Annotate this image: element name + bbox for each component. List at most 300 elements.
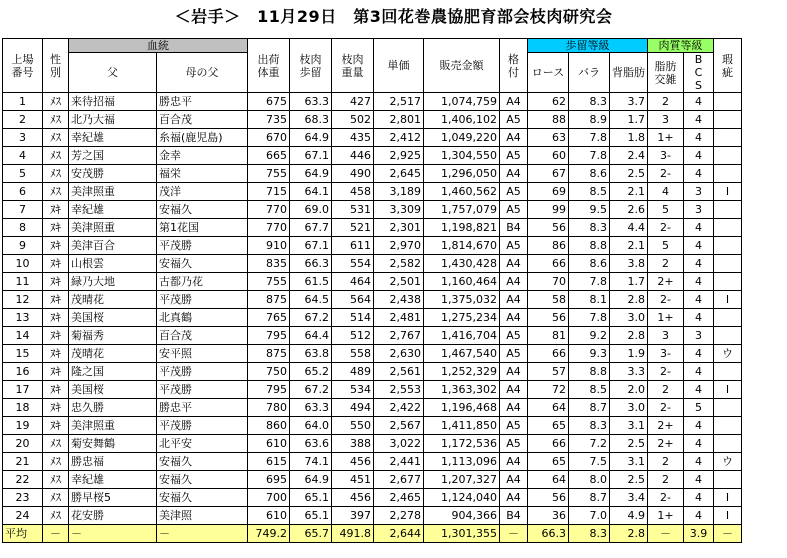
cell-sales: 1,113,096 bbox=[424, 453, 500, 471]
cell-ship-weight: 665 bbox=[248, 147, 290, 165]
cell-unit-price: 2,465 bbox=[374, 489, 424, 507]
cell-dam-sire: － bbox=[157, 525, 248, 543]
cell-no: 17 bbox=[3, 381, 43, 399]
cell-loin: 70 bbox=[528, 273, 569, 291]
cell-marbling: 2- bbox=[648, 165, 684, 183]
cell-dam-sire: 安平照 bbox=[157, 345, 248, 363]
cell-rib: 7.0 bbox=[569, 507, 610, 525]
cell-no: 16 bbox=[3, 363, 43, 381]
cell-rib: 8.5 bbox=[569, 183, 610, 201]
cell-marbling: 2- bbox=[648, 291, 684, 309]
cell-carcass-yield: 65.7 bbox=[290, 525, 332, 543]
cell-defect bbox=[714, 219, 742, 237]
cell-bcs: 3 bbox=[684, 183, 714, 201]
cell-ship-weight: 700 bbox=[248, 489, 290, 507]
cell-back-fat: 1.7 bbox=[610, 111, 648, 129]
cell-unit-price: 2,677 bbox=[374, 471, 424, 489]
cell-marbling: 3 bbox=[648, 111, 684, 129]
cell-grade: A4 bbox=[500, 381, 528, 399]
cell-grade: A5 bbox=[500, 435, 528, 453]
cell-sex: ﾇｷ bbox=[43, 417, 69, 435]
cell-carcass-yield: 65.2 bbox=[290, 363, 332, 381]
cell-marbling: 1+ bbox=[648, 129, 684, 147]
cell-grade: A4 bbox=[500, 363, 528, 381]
cell-ship-weight: 715 bbox=[248, 183, 290, 201]
cell-unit-price: 2,801 bbox=[374, 111, 424, 129]
cell-sire: 菊福秀 bbox=[69, 327, 157, 345]
cell-defect bbox=[714, 147, 742, 165]
cell-back-fat: 2.5 bbox=[610, 435, 648, 453]
cell-carcass-weight: 456 bbox=[332, 453, 374, 471]
cell-ship-weight: 875 bbox=[248, 345, 290, 363]
table-row bbox=[3, 129, 742, 147]
col-no-header: 上場 番号 bbox=[3, 39, 43, 93]
cell-sire: 緑乃大地 bbox=[69, 273, 157, 291]
cell-bcs: 4 bbox=[684, 345, 714, 363]
cell-sex: ﾇｷ bbox=[43, 363, 69, 381]
cell-sex: ﾇｷ bbox=[43, 255, 69, 273]
cell-defect bbox=[714, 273, 742, 291]
cell-back-fat: 4.9 bbox=[610, 507, 648, 525]
cell-no: 18 bbox=[3, 399, 43, 417]
col-unit-price-header: 単価 bbox=[374, 39, 424, 93]
cell-bcs: 4 bbox=[684, 417, 714, 435]
cell-defect bbox=[714, 471, 742, 489]
cell-carcass-weight: 491.8 bbox=[332, 525, 374, 543]
cell-carcass-weight: 458 bbox=[332, 183, 374, 201]
table-row bbox=[3, 273, 742, 291]
cell-marbling: 5 bbox=[648, 201, 684, 219]
cell-bcs: 4 bbox=[684, 489, 714, 507]
cell-dam-sire: 勝忠平 bbox=[157, 399, 248, 417]
cell-loin: 36 bbox=[528, 507, 569, 525]
cell-carcass-weight: 558 bbox=[332, 345, 374, 363]
cell-grade: A5 bbox=[500, 237, 528, 255]
cell-ship-weight: 780 bbox=[248, 399, 290, 417]
results-table bbox=[2, 38, 742, 543]
meat-grade-header: 肉質等級 bbox=[648, 39, 714, 53]
cell-dam-sire: 茂洋 bbox=[157, 183, 248, 201]
cell-carcass-yield: 61.5 bbox=[290, 273, 332, 291]
cell-sex: ﾇｷ bbox=[43, 237, 69, 255]
cell-dam-sire: 糸福(鹿児島) bbox=[157, 129, 248, 147]
cell-carcass-yield: 64.5 bbox=[290, 291, 332, 309]
cell-sales: 1,124,040 bbox=[424, 489, 500, 507]
cell-no: 22 bbox=[3, 471, 43, 489]
cell-loin: 67 bbox=[528, 165, 569, 183]
cell-no: 12 bbox=[3, 291, 43, 309]
cell-carcass-yield: 63.3 bbox=[290, 399, 332, 417]
cell-sire: 来待招福 bbox=[69, 93, 157, 111]
cell-no: 24 bbox=[3, 507, 43, 525]
cell-loin: 99 bbox=[528, 201, 569, 219]
col-bcs-header: B C S bbox=[684, 53, 714, 93]
cell-marbling: 2 bbox=[648, 471, 684, 489]
cell-back-fat: 2.8 bbox=[610, 291, 648, 309]
cell-carcass-weight: 502 bbox=[332, 111, 374, 129]
cell-sales: 1,375,032 bbox=[424, 291, 500, 309]
cell-carcass-yield: 63.8 bbox=[290, 345, 332, 363]
cell-sales: 1,074,759 bbox=[424, 93, 500, 111]
table-row bbox=[3, 417, 742, 435]
cell-no: 2 bbox=[3, 111, 43, 129]
cell-sales: 1,411,850 bbox=[424, 417, 500, 435]
cell-sales: 1,757,079 bbox=[424, 201, 500, 219]
cell-dam-sire: 安福久 bbox=[157, 471, 248, 489]
cell-sex: ﾇｷ bbox=[43, 381, 69, 399]
cell-no: 8 bbox=[3, 219, 43, 237]
cell-unit-price: 3,309 bbox=[374, 201, 424, 219]
cell-carcass-yield: 64.4 bbox=[290, 327, 332, 345]
cell-carcass-weight: 446 bbox=[332, 147, 374, 165]
cell-carcass-weight: 494 bbox=[332, 399, 374, 417]
cell-back-fat: 3.4 bbox=[610, 489, 648, 507]
cell-sales: 1,198,821 bbox=[424, 219, 500, 237]
cell-unit-price: 3,022 bbox=[374, 435, 424, 453]
cell-carcass-yield: 69.0 bbox=[290, 201, 332, 219]
cell-sire: 忠久勝 bbox=[69, 399, 157, 417]
cell-back-fat: 2.5 bbox=[610, 165, 648, 183]
cell-carcass-weight: 550 bbox=[332, 417, 374, 435]
cell-unit-price: 2,970 bbox=[374, 237, 424, 255]
cell-rib: 7.8 bbox=[569, 309, 610, 327]
col-back-fat-header: 背脂肪 bbox=[610, 53, 648, 93]
cell-carcass-yield: 67.2 bbox=[290, 309, 332, 327]
cell-sex: ﾒｽ bbox=[43, 165, 69, 183]
cell-unit-price: 2,501 bbox=[374, 273, 424, 291]
cell-dam-sire: 勝忠平 bbox=[157, 93, 248, 111]
cell-sire: 芳之国 bbox=[69, 147, 157, 165]
cell-bcs: 4 bbox=[684, 291, 714, 309]
cell-sex: ﾒｽ bbox=[43, 507, 69, 525]
col-carcass-weight-header: 枝肉 重量 bbox=[332, 39, 374, 93]
cell-ship-weight: 610 bbox=[248, 435, 290, 453]
cell-back-fat: 1.7 bbox=[610, 273, 648, 291]
cell-unit-price: 2,517 bbox=[374, 93, 424, 111]
cell-carcass-weight: 534 bbox=[332, 381, 374, 399]
table-row bbox=[3, 201, 742, 219]
cell-grade: A4 bbox=[500, 129, 528, 147]
cell-rib: 7.5 bbox=[569, 453, 610, 471]
cell-defect bbox=[714, 129, 742, 147]
cell-marbling: 5 bbox=[648, 237, 684, 255]
cell-marbling: 2 bbox=[648, 381, 684, 399]
cell-carcass-yield: 64.9 bbox=[290, 165, 332, 183]
cell-carcass-weight: 490 bbox=[332, 165, 374, 183]
cell-loin: 65 bbox=[528, 417, 569, 435]
cell-ship-weight: 670 bbox=[248, 129, 290, 147]
table-row bbox=[3, 507, 742, 525]
cell-rib: 8.8 bbox=[569, 237, 610, 255]
cell-grade: B4 bbox=[500, 507, 528, 525]
table-row bbox=[3, 399, 742, 417]
cell-bcs: 4 bbox=[684, 147, 714, 165]
cell-carcass-yield: 64.9 bbox=[290, 471, 332, 489]
cell-back-fat: 3.1 bbox=[610, 453, 648, 471]
cell-sire: 幸紀雄 bbox=[69, 129, 157, 147]
cell-loin: 64 bbox=[528, 471, 569, 489]
cell-defect: Ⅰ bbox=[714, 381, 742, 399]
cell-no: 13 bbox=[3, 309, 43, 327]
page-title: ＜岩手＞ 11月29日 第3回花巻農協肥育部会枝肉研究会 bbox=[174, 7, 613, 26]
cell-loin: 56 bbox=[528, 489, 569, 507]
cell-defect bbox=[714, 165, 742, 183]
col-sex-header: 性 別 bbox=[43, 39, 69, 93]
bloodline-header: 血統 bbox=[69, 39, 248, 53]
table-row bbox=[3, 363, 742, 381]
cell-defect bbox=[714, 237, 742, 255]
cell-ship-weight: 875 bbox=[248, 291, 290, 309]
table-row bbox=[3, 111, 742, 129]
cell-marbling: 2- bbox=[648, 363, 684, 381]
cell-ship-weight: 755 bbox=[248, 165, 290, 183]
cell-ship-weight: 610 bbox=[248, 507, 290, 525]
cell-rib: 8.5 bbox=[569, 381, 610, 399]
cell-grade: A4 bbox=[500, 291, 528, 309]
cell-back-fat: 2.4 bbox=[610, 147, 648, 165]
cell-carcass-weight: 554 bbox=[332, 255, 374, 273]
cell-sire: 幸紀雄 bbox=[69, 471, 157, 489]
cell-unit-price: 2,645 bbox=[374, 165, 424, 183]
cell-ship-weight: 695 bbox=[248, 471, 290, 489]
cell-rib: 8.1 bbox=[569, 291, 610, 309]
cell-unit-price: 2,422 bbox=[374, 399, 424, 417]
cell-sex: ﾒｽ bbox=[43, 129, 69, 147]
cell-defect bbox=[714, 201, 742, 219]
cell-unit-price: 2,767 bbox=[374, 327, 424, 345]
cell-carcass-weight: 514 bbox=[332, 309, 374, 327]
cell-dam-sire: 北真鶴 bbox=[157, 309, 248, 327]
cell-sire: 安茂勝 bbox=[69, 165, 157, 183]
cell-bcs: 4 bbox=[684, 507, 714, 525]
cell-loin: 66.3 bbox=[528, 525, 569, 543]
cell-rib: 9.5 bbox=[569, 201, 610, 219]
cell-ship-weight: 735 bbox=[248, 111, 290, 129]
cell-sex: ﾒｽ bbox=[43, 453, 69, 471]
cell-sales: 1,049,220 bbox=[424, 129, 500, 147]
cell-bcs: 4 bbox=[684, 165, 714, 183]
cell-rib: 8.3 bbox=[569, 525, 610, 543]
cell-marbling: 2+ bbox=[648, 435, 684, 453]
col-sire-header: 父 bbox=[69, 53, 157, 93]
table-row bbox=[3, 345, 742, 363]
cell-no: 23 bbox=[3, 489, 43, 507]
cell-grade: B4 bbox=[500, 219, 528, 237]
results-body bbox=[3, 93, 742, 543]
col-grade-header: 格 付 bbox=[500, 39, 528, 93]
cell-back-fat: 3.8 bbox=[610, 255, 648, 273]
cell-bcs: 3.9 bbox=[684, 525, 714, 543]
cell-sales: 1,252,329 bbox=[424, 363, 500, 381]
cell-grade: A5 bbox=[500, 345, 528, 363]
cell-ship-weight: 860 bbox=[248, 417, 290, 435]
cell-bcs: 4 bbox=[684, 363, 714, 381]
cell-sex: ﾇｷ bbox=[43, 201, 69, 219]
cell-grade: A5 bbox=[500, 327, 528, 345]
table-row bbox=[3, 237, 742, 255]
cell-sire: 美津照重 bbox=[69, 219, 157, 237]
cell-grade: A4 bbox=[500, 273, 528, 291]
cell-no: 10 bbox=[3, 255, 43, 273]
col-ship-weight-header: 出荷 体重 bbox=[248, 39, 290, 93]
cell-back-fat: 4.4 bbox=[610, 219, 648, 237]
cell-rib: 8.3 bbox=[569, 93, 610, 111]
cell-dam-sire: 平茂勝 bbox=[157, 291, 248, 309]
cell-ship-weight: 795 bbox=[248, 327, 290, 345]
cell-dam-sire: 美津照 bbox=[157, 507, 248, 525]
cell-grade: A4 bbox=[500, 453, 528, 471]
cell-grade: A5 bbox=[500, 201, 528, 219]
cell-grade: A4 bbox=[500, 165, 528, 183]
cell-grade: A4 bbox=[500, 471, 528, 489]
cell-no: 19 bbox=[3, 417, 43, 435]
cell-loin: 66 bbox=[528, 345, 569, 363]
cell-unit-price: 2,582 bbox=[374, 255, 424, 273]
cell-carcass-yield: 67.2 bbox=[290, 381, 332, 399]
cell-rib: 9.3 bbox=[569, 345, 610, 363]
cell-sales: 1,467,540 bbox=[424, 345, 500, 363]
cell-back-fat: 2.8 bbox=[610, 327, 648, 345]
cell-carcass-weight: 489 bbox=[332, 363, 374, 381]
cell-bcs: 4 bbox=[684, 237, 714, 255]
cell-loin: 69 bbox=[528, 183, 569, 201]
cell-unit-price: 2,630 bbox=[374, 345, 424, 363]
cell-sales: 1,814,670 bbox=[424, 237, 500, 255]
cell-back-fat: 3.3 bbox=[610, 363, 648, 381]
cell-sex: ﾒｽ bbox=[43, 471, 69, 489]
cell-grade: A5 bbox=[500, 417, 528, 435]
cell-carcass-yield: 63.6 bbox=[290, 435, 332, 453]
cell-loin: 60 bbox=[528, 147, 569, 165]
average-label: 平均 bbox=[3, 525, 43, 543]
cell-grade: － bbox=[500, 525, 528, 543]
table-row bbox=[3, 453, 742, 471]
cell-marbling: 4 bbox=[648, 183, 684, 201]
cell-unit-price: 2,438 bbox=[374, 291, 424, 309]
cell-marbling: 2 bbox=[648, 453, 684, 471]
cell-no: 9 bbox=[3, 237, 43, 255]
cell-no: 21 bbox=[3, 453, 43, 471]
cell-sex: ﾒｽ bbox=[43, 489, 69, 507]
cell-sales: 1,160,464 bbox=[424, 273, 500, 291]
cell-defect bbox=[714, 255, 742, 273]
cell-bcs: 4 bbox=[684, 453, 714, 471]
cell-loin: 88 bbox=[528, 111, 569, 129]
cell-carcass-weight: 531 bbox=[332, 201, 374, 219]
cell-bcs: 4 bbox=[684, 111, 714, 129]
cell-defect: ウ bbox=[714, 345, 742, 363]
cell-loin: 81 bbox=[528, 327, 569, 345]
cell-sales: 1,304,550 bbox=[424, 147, 500, 165]
cell-no: 11 bbox=[3, 273, 43, 291]
cell-bcs: 4 bbox=[684, 471, 714, 489]
cell-carcass-yield: 65.1 bbox=[290, 489, 332, 507]
cell-marbling: 2 bbox=[648, 255, 684, 273]
cell-back-fat: 2.1 bbox=[610, 237, 648, 255]
cell-dam-sire: 安福久 bbox=[157, 201, 248, 219]
cell-back-fat: 3.7 bbox=[610, 93, 648, 111]
table-row bbox=[3, 327, 742, 345]
table-row bbox=[3, 255, 742, 273]
cell-sex: ﾇｷ bbox=[43, 345, 69, 363]
cell-no: 15 bbox=[3, 345, 43, 363]
cell-grade: A5 bbox=[500, 111, 528, 129]
cell-carcass-weight: 435 bbox=[332, 129, 374, 147]
yield-grade-header: 歩留等級 bbox=[528, 39, 648, 53]
cell-unit-price: 2,644 bbox=[374, 525, 424, 543]
cell-loin: 62 bbox=[528, 93, 569, 111]
cell-no: 3 bbox=[3, 129, 43, 147]
col-marbling-header: 脂肪 交雑 bbox=[648, 53, 684, 93]
cell-carcass-weight: 456 bbox=[332, 489, 374, 507]
cell-dam-sire: 平茂勝 bbox=[157, 381, 248, 399]
cell-marbling: 2- bbox=[648, 399, 684, 417]
cell-dam-sire: 福栄 bbox=[157, 165, 248, 183]
cell-loin: 58 bbox=[528, 291, 569, 309]
cell-carcass-weight: 451 bbox=[332, 471, 374, 489]
cell-rib: 8.9 bbox=[569, 111, 610, 129]
cell-back-fat: 1.8 bbox=[610, 129, 648, 147]
cell-back-fat: 3.0 bbox=[610, 399, 648, 417]
cell-marbling: 1+ bbox=[648, 309, 684, 327]
table-row bbox=[3, 291, 742, 309]
cell-sex: － bbox=[43, 525, 69, 543]
cell-sales: 1,172,536 bbox=[424, 435, 500, 453]
cell-dam-sire: 平茂勝 bbox=[157, 363, 248, 381]
cell-ship-weight: 835 bbox=[248, 255, 290, 273]
cell-unit-price: 2,412 bbox=[374, 129, 424, 147]
cell-rib: 8.6 bbox=[569, 255, 610, 273]
cell-marbling: － bbox=[648, 525, 684, 543]
col-dam-sire-header: 母の父 bbox=[157, 53, 248, 93]
cell-loin: 63 bbox=[528, 129, 569, 147]
cell-carcass-weight: 427 bbox=[332, 93, 374, 111]
cell-defect bbox=[714, 309, 742, 327]
cell-sales: 1,363,302 bbox=[424, 381, 500, 399]
cell-sex: ﾇｷ bbox=[43, 273, 69, 291]
cell-rib: 7.8 bbox=[569, 273, 610, 291]
cell-dam-sire: 百合茂 bbox=[157, 327, 248, 345]
cell-loin: 66 bbox=[528, 435, 569, 453]
cell-carcass-yield: 67.7 bbox=[290, 219, 332, 237]
cell-ship-weight: 795 bbox=[248, 381, 290, 399]
cell-carcass-yield: 64.9 bbox=[290, 129, 332, 147]
cell-back-fat: 1.9 bbox=[610, 345, 648, 363]
cell-ship-weight: 750 bbox=[248, 363, 290, 381]
cell-no: 14 bbox=[3, 327, 43, 345]
cell-sex: ﾇｷ bbox=[43, 291, 69, 309]
cell-sex: ﾒｽ bbox=[43, 147, 69, 165]
cell-sire: 美津照重 bbox=[69, 417, 157, 435]
cell-sire: 茂晴花 bbox=[69, 291, 157, 309]
cell-ship-weight: 675 bbox=[248, 93, 290, 111]
cell-sire: 美津百合 bbox=[69, 237, 157, 255]
table-row bbox=[3, 489, 742, 507]
cell-rib: 8.7 bbox=[569, 489, 610, 507]
cell-rib: 7.8 bbox=[569, 129, 610, 147]
cell-grade: A5 bbox=[500, 147, 528, 165]
table-row bbox=[3, 471, 742, 489]
cell-unit-price: 2,278 bbox=[374, 507, 424, 525]
cell-defect: － bbox=[714, 525, 742, 543]
cell-marbling: 2+ bbox=[648, 273, 684, 291]
cell-back-fat: 2.6 bbox=[610, 201, 648, 219]
cell-bcs: 4 bbox=[684, 219, 714, 237]
cell-rib: 8.7 bbox=[569, 399, 610, 417]
cell-carcass-weight: 564 bbox=[332, 291, 374, 309]
cell-defect: Ⅰ bbox=[714, 507, 742, 525]
cell-carcass-weight: 464 bbox=[332, 273, 374, 291]
